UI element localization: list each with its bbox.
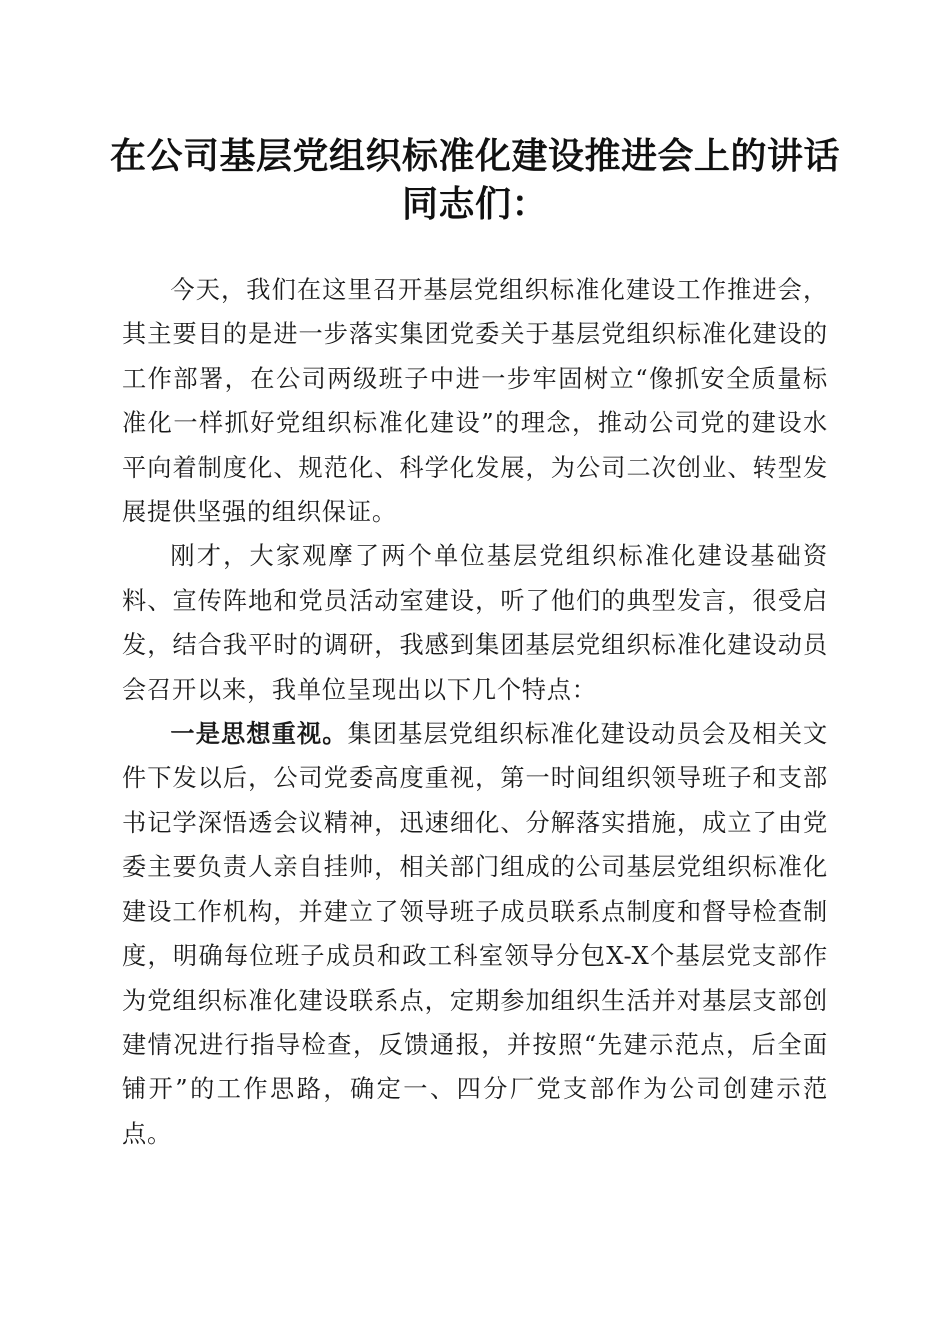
paragraph-point-one: [122, 712, 828, 1156]
paragraph-observation: [122, 534, 828, 712]
salutation: 同志们：: [401, 183, 548, 225]
document-title: 在公司基层党组织标准化建设推进会上的讲话: [109, 135, 840, 177]
paragraph-lead: 一是思想重视。: [170, 719, 348, 749]
paragraph-intro: [122, 268, 828, 534]
paragraph-text: 今天，我们在这里召开基层党组织标准化建设工作推进会，其主要目的是进一步落实集团党委关于基层党组织标准化建设的工作部署，在公司两级班子中进一步牢固树立“像抓安全质量标准化一样抓好党组织标准化建设”的理念，推动公司党的建设水平向着制度化、规范化、科学化发展，为公司二次创业、转型发展提供坚强的组织保证。: [122, 276, 828, 527]
document-title-block: [100, 132, 850, 228]
paragraph-text: 集团基层党组织标准化建设动员会及相关文件下发以后，公司党委高度重视，第一时间组织领导班子和支部书记学深悟透会议精神，迅速细化、分解落实措施，成立了由党委主要负责人亲自挂帅，相关部门组成的公司基层党组织标准化建设工作机构，并建立了领导班子成员联系点制度和督导检查制度，明确每位班子成员和政工科室领导分包X-X个基层党支部作为党组织标准化建设联系点，定期参加组织生活并对基层支部创建情况进行指导检查，反馈通报，并按照“先建示范点，后全面铺开”的工作思路，确定一、四分厂党支部作为公司创建示范点。: [122, 720, 828, 1148]
document-body: [122, 268, 828, 1156]
paragraph-text: 刚才，大家观摩了两个单位基层党组织标准化建设基础资料、宣传阵地和党员活动室建设，听了他们的典型发言，很受启发，结合我平时的调研，我感到集团基层党组织标准化建设动员会召开以来，我单位呈现出以下几个特点：: [122, 542, 828, 704]
